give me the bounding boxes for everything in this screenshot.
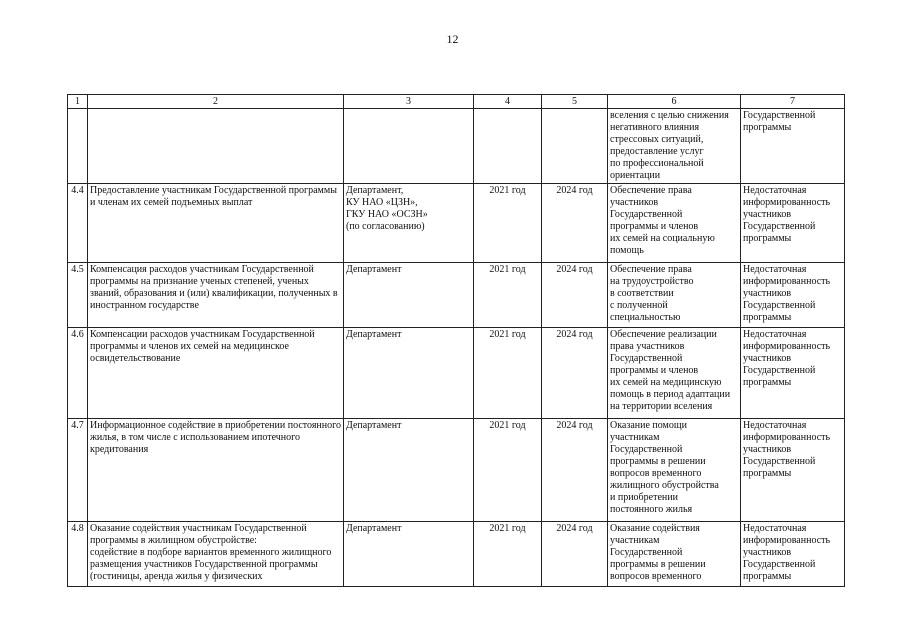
executor-cell	[344, 109, 474, 184]
measures-table	[67, 94, 845, 587]
header-cell: 1	[68, 95, 88, 109]
start-year-cell: 2021 год	[474, 263, 542, 328]
table-row	[68, 419, 845, 522]
row-number: 4.6	[68, 328, 88, 419]
row-number: 4.8	[68, 522, 88, 587]
executor-cell: Департамент	[344, 263, 474, 328]
executor-cell: Департамент	[344, 522, 474, 587]
end-year-cell: 2024 год	[542, 419, 608, 522]
header-cell: 7	[741, 95, 845, 109]
header-cell: 4	[474, 95, 542, 109]
header-cell: 6	[608, 95, 741, 109]
measure-cell	[88, 109, 344, 184]
measure-cell: Информационное содействие в приобретении постоянного жилья, в том числе с использованием ипотечного кредитования	[88, 419, 344, 522]
row-number: 4.4	[68, 184, 88, 263]
consequence-cell: Недостаточная информированность участников Государственной программы	[741, 328, 845, 419]
end-year-cell: 2024 год	[542, 184, 608, 263]
consequence-cell: Государственной программы	[741, 109, 845, 184]
result-cell: Обеспечение права на трудоустройство в соответствии с полученной специальностью	[608, 263, 741, 328]
executor-cell: Департамент	[344, 419, 474, 522]
table-row	[68, 328, 845, 419]
consequence-cell: Недостаточная информированность участников Государственной программы	[741, 263, 845, 328]
row-number	[68, 109, 88, 184]
table-row	[68, 522, 845, 587]
start-year-cell	[474, 109, 542, 184]
table-header-row	[68, 95, 845, 109]
result-cell: Обеспечение реализации права участников Государственной программы и членов их семей на медицинскую помощь в период адаптации на территории вселения	[608, 328, 741, 419]
end-year-cell: 2024 год	[542, 263, 608, 328]
executor-cell: Департамент, КУ НАО «ЦЗН», ГКУ НАО «ОСЗН» (по согласованию)	[344, 184, 474, 263]
table-row	[68, 184, 845, 263]
table-row	[68, 263, 845, 328]
result-cell: вселения с целью снижения негативного влияния стрессовых ситуаций, предоставление услуг по профессиональной ориентации	[608, 109, 741, 184]
result-cell: Оказание помощи участникам Государственной программы в решении вопросов временного жилищного обустройства и приобретении постоянного жилья	[608, 419, 741, 522]
executor-cell: Департамент	[344, 328, 474, 419]
consequence-cell: Недостаточная информированность участников Государственной программы	[741, 184, 845, 263]
end-year-cell	[542, 109, 608, 184]
header-cell: 2	[88, 95, 344, 109]
header-cell: 3	[344, 95, 474, 109]
row-number: 4.7	[68, 419, 88, 522]
end-year-cell: 2024 год	[542, 522, 608, 587]
measure-cell: Компенсация расходов участникам Государственной программы на признание ученых степеней, ученых званий, образования и (или) квалификации, полученных в иностранном государстве	[88, 263, 344, 328]
result-cell: Обеспечение права участников Государственной программы и членов их семей на социальную помощь	[608, 184, 741, 263]
start-year-cell: 2021 год	[474, 522, 542, 587]
result-cell: Оказание содействия участникам Государственной программы в решении вопросов временного	[608, 522, 741, 587]
row-number: 4.5	[68, 263, 88, 328]
table-row	[68, 109, 845, 184]
measure-cell: Оказание содействия участникам Государственной программы в жилищном обустройстве: содействие в подборе вариантов временного жилищного размещения участников Государственной программы (гостиницы, аренда жилья у физических	[88, 522, 344, 587]
start-year-cell: 2021 год	[474, 419, 542, 522]
measure-cell: Компенсации расходов участникам Государственной программы и членов их семей на медицинское освидетельствование	[88, 328, 344, 419]
measure-cell: Предоставление участникам Государственной программы и членам их семей подъемных выплат	[88, 184, 344, 263]
header-cell: 5	[542, 95, 608, 109]
end-year-cell: 2024 год	[542, 328, 608, 419]
consequence-cell: Недостаточная информированность участников Государственной программы	[741, 419, 845, 522]
consequence-cell: Недостаточная информированность участников Государственной программы	[741, 522, 845, 587]
start-year-cell: 2021 год	[474, 184, 542, 263]
start-year-cell: 2021 год	[474, 328, 542, 419]
page-number: 12	[446, 32, 459, 46]
